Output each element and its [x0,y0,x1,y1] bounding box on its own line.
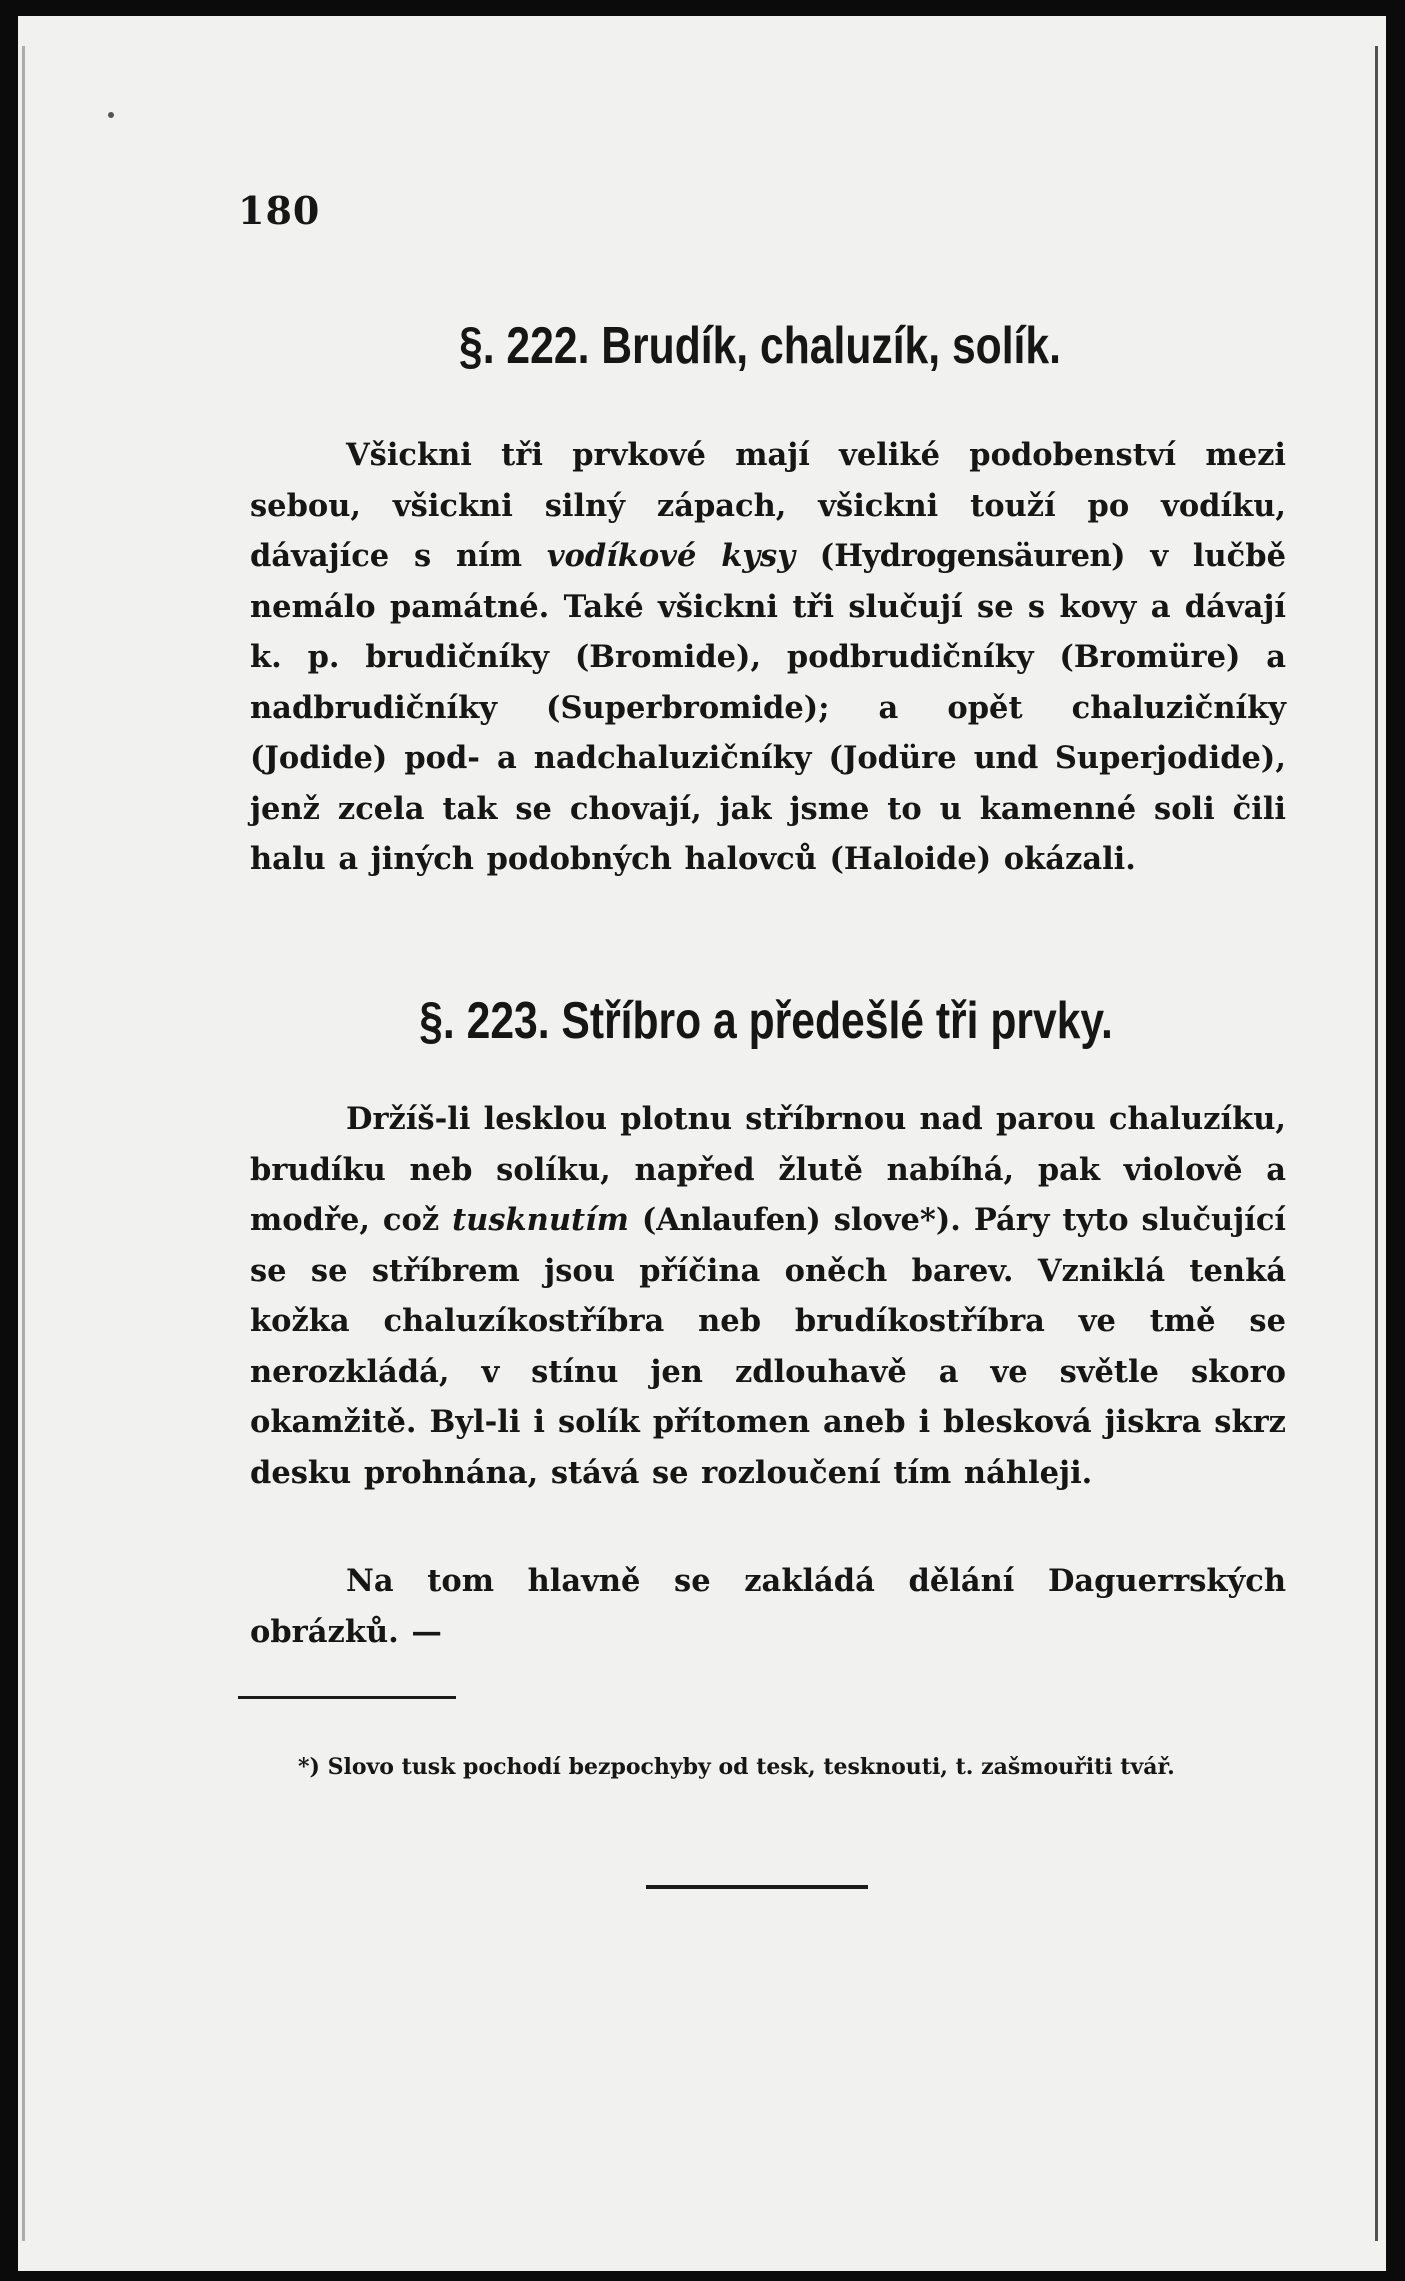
text-run: Držíš-li lesklou plotnu stříbrnou nad parou chaluzíku, brudíku neb solíku, napřed žlutě nabíhá, pak violově a modře, což [250,1101,1286,1238]
text-run: ( [628,1202,657,1238]
book-page [18,16,1386,2271]
text-run: Superjodide), jenž zcela tak se chovají, jak jsme to u kamenné soli čili halu a jiných podobných halovců (Haloide) okázali. [250,740,1286,877]
italic-term: vodíkové kysy [546,538,795,574]
section-heading: §. 223. Stříbro a předešlé tři prvky. [419,992,1113,1050]
text-run: Na tom hlavně se zakládá dělání Daguerrských obrázků. — [250,1563,1286,1650]
german-term: und [973,740,1038,776]
section-body [250,1094,1286,1498]
paragraph [250,1556,1286,1657]
footnote: *) Slovo tusk pochodí bezpochyby od tesk, tesknouti, t. zašmouřiti tvář. [298,1754,1175,1780]
text-run: ( [794,538,835,574]
section-heading: §. 222. Brudík, chaluzík, solík. [459,317,1061,375]
end-rule [646,1885,868,1889]
german-term: Anlaufen [656,1202,807,1238]
footnote-separator [238,1696,456,1699]
text-run: ) slove*). Páry tyto slučující se se stříbrem jsou příčina oněch barev. Vzniklá tenká kožka chaluzíkostříbra neb brudíkostříbra ve tmě se nerozkládá, v stínu jen zdlouhavě a ve světle skoro okamžitě. Byl-li i solík přítomen aneb i blesková jiskra skrz desku prohnána, stává se rozloučení tím náhleji. [250,1202,1286,1491]
section-body [250,1556,1286,1657]
paragraph [250,430,1286,885]
text-run: ) v lučbě nemálo památné. Také všickni tři slučují se s kovy a dávají k. p. brudičníky (Bromide), podbrudičníky (Bromüre) a nadbrudičníky (Superbromide); a opět chaluzičníky (Jodide) pod- a nadchaluzičníky (Jodüre [250,538,1286,776]
page-number: 180 [238,188,321,233]
paragraph [250,1094,1286,1498]
section-body [250,430,1286,885]
german-term: Hydrogensäuren [834,538,1112,574]
text-run: Všickni tři prvkové mají veliké podobenství mezi sebou, všickni silný zápach, všickni touží po vodíku, dávajíce s ním [250,437,1286,574]
scan-speck [108,112,114,118]
italic-term: tusknutím [452,1202,629,1238]
page-edge-shadow [22,46,25,2241]
page-edge-shadow [1375,46,1378,2241]
